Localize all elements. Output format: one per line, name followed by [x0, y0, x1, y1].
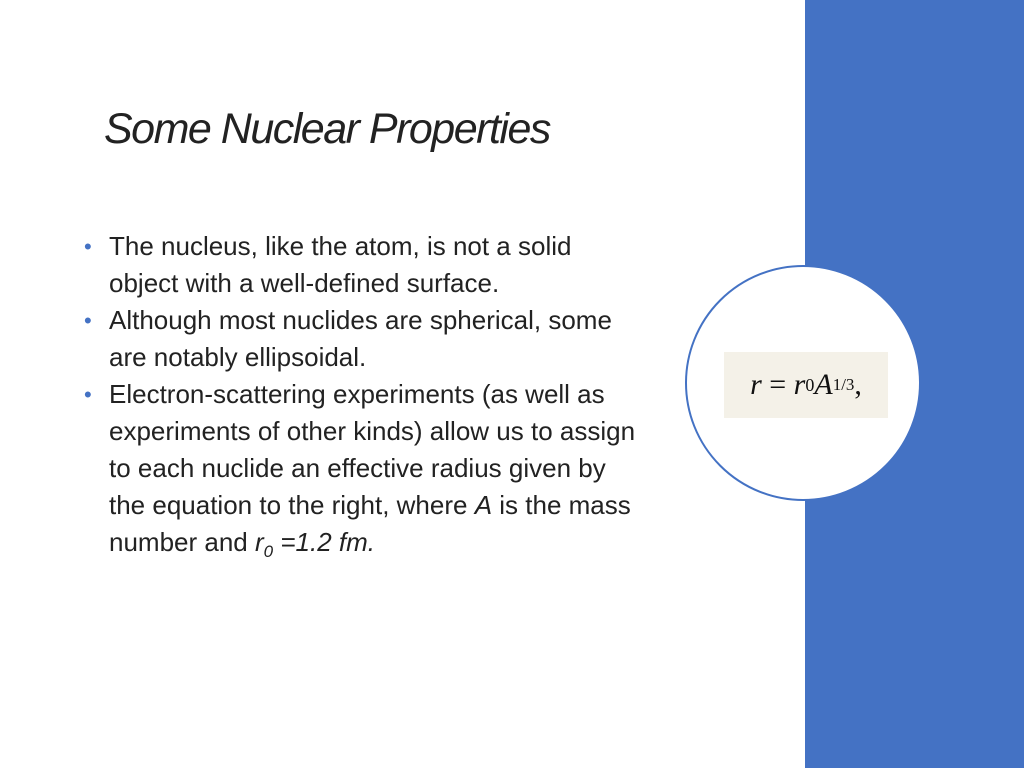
bullet-item	[84, 228, 644, 302]
formula-r: r	[793, 368, 806, 401]
radius-symbol: r	[254, 527, 264, 557]
bullet-text: Although most nuclides are spherical, some are notably ellipsoidal.	[109, 305, 612, 372]
formula-lhs: r	[750, 368, 762, 401]
formula-equals: =	[761, 368, 794, 401]
bullet-list	[84, 228, 644, 561]
bullet-text-part: is the mass number and	[109, 490, 631, 557]
bullet-text-part: Electron-scattering experiments (as well as experiments of other kinds) allow us to assign to each nuclide an effective radius given by the equation to the right, where	[109, 379, 636, 520]
bullet-icon: •	[84, 308, 92, 333]
formula-comma: ,	[854, 368, 862, 401]
radius-subscript: 0	[263, 542, 274, 561]
bullet-icon: •	[84, 382, 92, 407]
bullet-icon: •	[84, 234, 92, 259]
radius-formula: r = r 0 A 1/3 ,	[724, 352, 888, 418]
mass-number-symbol: A	[474, 490, 493, 520]
bullet-text: The nucleus, like the atom, is not a solid object with a well-defined surface.	[109, 231, 572, 298]
slide-title: Some Nuclear Properties	[104, 105, 550, 153]
bullet-text	[109, 379, 636, 561]
bullet-item	[84, 302, 644, 376]
radius-value: =1.2 fm.	[273, 527, 376, 557]
formula-A: A	[814, 368, 833, 401]
bullet-item	[84, 376, 644, 561]
